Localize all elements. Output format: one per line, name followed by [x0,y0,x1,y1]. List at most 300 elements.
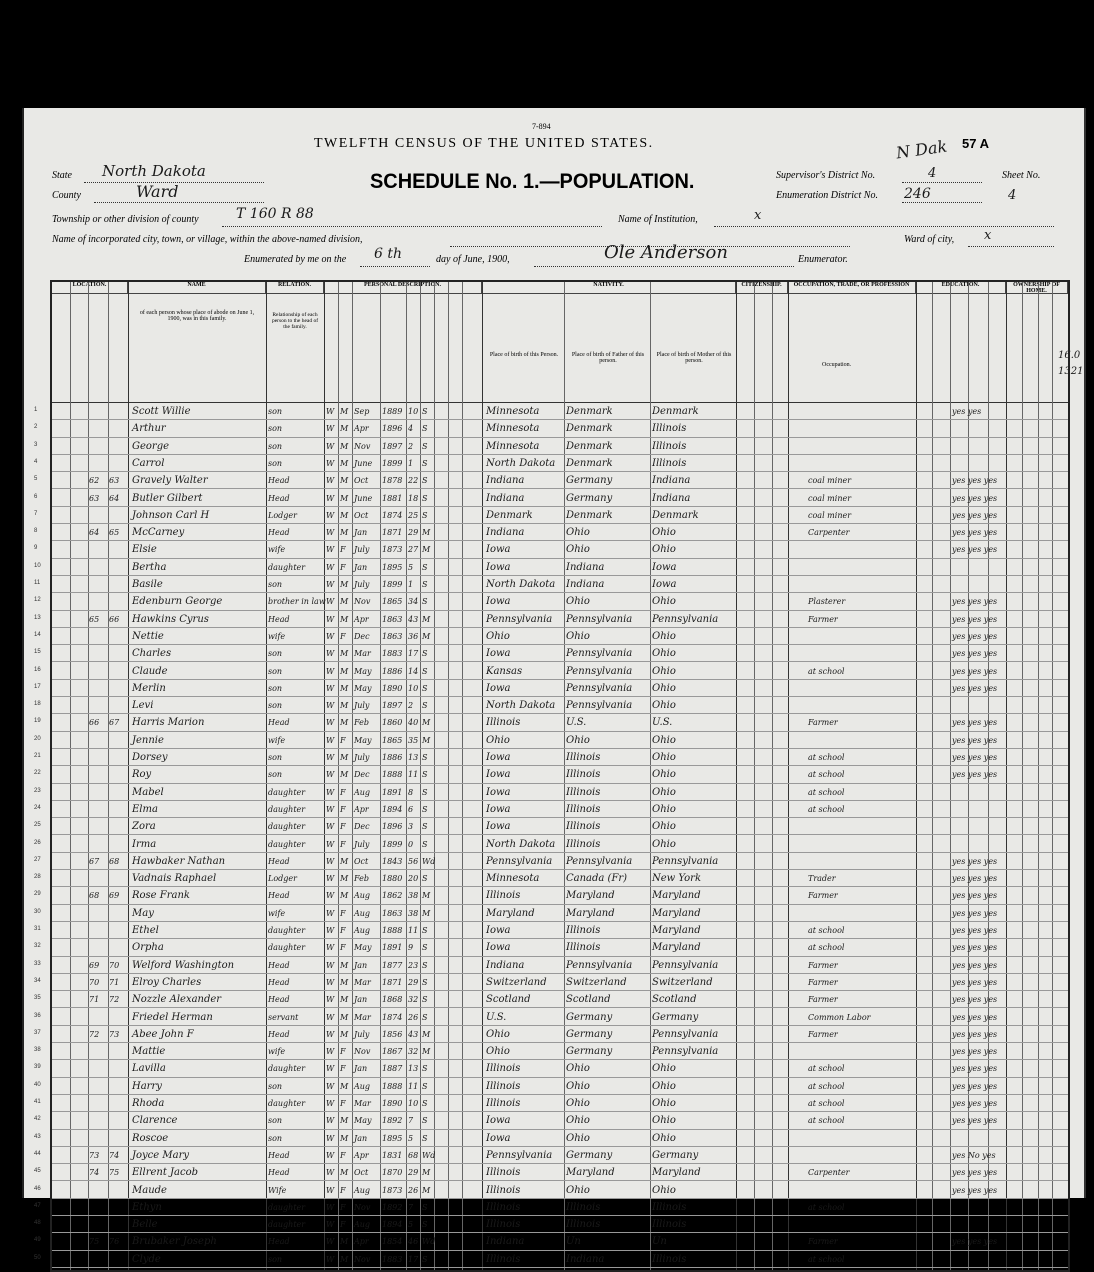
dwelling-number: 64 [89,528,100,538]
relation: daughter [268,1099,306,1108]
father-birthplace: Illinois [566,821,601,833]
age: 26 [408,1185,419,1195]
birth-year: 1892 [382,1116,403,1126]
relation: Head [268,891,290,901]
row-number: 24 [34,804,41,811]
age: 1 [408,580,414,589]
occupation: Plasterer [808,597,846,607]
father-column-text: Place of birth of Father of this person. [571,352,645,364]
marital-status: M [422,545,431,555]
table-row [34,611,1068,628]
table-row [34,749,1068,766]
birthplace: Minnesota [486,873,540,885]
mother-birthplace: Ohio [652,786,676,798]
birth-month: Nov [354,441,371,451]
birth-month: Aug [354,1081,371,1091]
birth-month: Jan [354,562,368,572]
age: 5 [408,1220,414,1230]
row-number: 22 [34,770,41,777]
birth-year: 1890 [382,683,403,693]
age: 8 [408,787,414,797]
color: W [326,787,335,797]
mother-birthplace: Ohio [652,630,676,642]
birthplace: Maryland [486,907,535,919]
father-birthplace: Denmark [566,406,613,417]
birth-year: 1891 [382,787,403,797]
row-number: 49 [34,1237,41,1244]
table-row [34,1009,1068,1026]
birth-month: June [354,458,373,468]
person-name: Carrol [132,457,165,469]
row-number: 13 [34,614,41,621]
education: yes yes yes [952,597,998,607]
table-row [34,420,1068,437]
occupation: Farmer [808,960,838,970]
birth-month: Nov [354,1047,371,1057]
color: W [326,441,335,451]
row-number: 7 [34,510,38,517]
mother-birthplace: Illinois [652,423,687,435]
birth-month: Mar [354,1099,371,1108]
table-row [34,853,1068,870]
person-name: Elma [132,803,158,815]
dwelling-number: 74 [89,1168,100,1178]
group-location: LOCATION. [52,282,128,294]
birth-month: May [354,1116,372,1126]
table-row [34,541,1068,558]
birth-month: Jan [354,960,368,970]
birth-year: 1890 [382,1099,403,1108]
table-row [34,1147,1068,1164]
person-name: Zora [132,821,156,833]
birthplace: Iowa [486,821,511,833]
age: 43 [408,1029,419,1039]
color: W [326,770,335,780]
father-birthplace: Illinois [566,803,601,815]
color: W [326,476,335,486]
birth-year: 1873 [382,545,403,555]
family-number: 76 [109,1237,120,1247]
sex: F [340,804,346,814]
row-number: 2 [34,424,38,431]
education: yes yes yes [952,631,998,641]
marital-status: S [422,649,428,659]
birth-year: 1896 [382,822,403,832]
table-row [34,645,1068,662]
relation: wife [268,735,286,745]
marital-status: S [422,753,428,762]
birthplace: Minnesota [486,440,540,452]
color: W [326,614,335,624]
birthplace: Iowa [486,925,511,936]
birthplace: Indiana [486,1236,525,1248]
education: yes yes yes [952,770,998,780]
family-number: 66 [109,614,120,624]
occupation: Farmer [808,995,838,1005]
census-sheet [22,108,1086,1265]
family-number: 65 [109,528,120,538]
table-row [34,403,1068,420]
table-row [34,438,1068,455]
person-name: Claude [132,665,168,677]
person-name: Clyde [132,1253,161,1265]
marital-status: S [422,666,428,676]
marital-status: S [422,770,428,780]
father-birthplace: Illinois [566,752,601,763]
age: 32 [408,995,419,1005]
age: 29 [408,977,419,987]
person-name: McCarney [132,527,185,539]
birth-year: 1878 [382,476,403,486]
mother-birthplace: Pennsylvania [652,1028,719,1040]
education: yes yes yes [952,753,998,762]
marital-status: S [422,874,428,884]
county-label: County [52,190,81,201]
row-number: 43 [34,1133,41,1140]
color: W [326,666,335,676]
occupation: Farmer [808,718,838,728]
birth-month: Oct [354,1168,369,1178]
education: yes yes yes [952,683,998,693]
person-name: Nozzle Alexander [132,994,222,1006]
father-birthplace: Illinois [566,1219,601,1231]
marital-status: M [422,631,431,641]
birth-month: Dec [354,770,370,780]
person-name: Levi [132,700,154,712]
marital-status: S [422,1220,428,1230]
relation: wife [268,908,286,918]
birth-year: 1888 [382,770,403,780]
education: yes yes [952,407,982,416]
birth-month: May [354,735,372,745]
person-name: Merlin [132,682,166,694]
color: W [326,926,335,935]
person-name: Brubaker Joseph [132,1236,217,1248]
color: W [326,960,335,970]
color: W [326,874,335,884]
occupation: at school [808,1081,845,1091]
table-row [34,1078,1068,1095]
county-value: Ward [136,182,179,201]
table-row [34,887,1068,904]
sex: M [340,1237,349,1247]
family-number: 69 [109,891,120,901]
education: yes yes yes [952,666,998,676]
occupation: at school [808,926,845,935]
enumeration-label: Enumeration District No. [776,190,878,201]
birthplace: Illinois [486,1098,521,1109]
table-row [34,1112,1068,1129]
relation: son [268,407,283,416]
sex: F [340,943,346,953]
birth-month: Oct [354,510,369,520]
enumerated-mid: day of June, 1900, [436,254,510,265]
person-name: Gravely Walter [132,475,208,487]
color: W [326,1220,335,1230]
mother-birthplace: Indiana [652,475,691,487]
birth-year: 1880 [382,874,403,884]
father-birthplace: Maryland [566,907,615,919]
education: yes yes yes [952,1012,998,1022]
birth-month: Oct [354,856,369,866]
relation: son [268,649,283,659]
education: yes yes yes [952,1185,998,1195]
mother-birthplace: Denmark [652,406,699,417]
age: 13 [408,1064,419,1074]
birthplace: Iowa [486,561,511,573]
birth-month: July [354,545,370,555]
age: 38 [408,908,419,918]
birthplace: Illinois [486,1219,521,1231]
birthplace: North Dakota [486,700,556,712]
age: 22 [408,476,419,486]
mother-birthplace: Ohio [652,752,676,763]
mother-birthplace: Illinois [652,1253,687,1265]
row-number: 37 [34,1029,41,1036]
birthplace: Iowa [486,942,511,954]
father-birthplace: Indiana [566,1253,605,1265]
color: W [326,1081,335,1091]
sex: F [340,822,346,832]
birth-year: 1899 [382,458,403,468]
sheet-value: 4 [1008,188,1017,203]
dwelling-number: 72 [89,1029,100,1039]
dwelling-number: 73 [89,1150,100,1160]
color: W [326,1012,335,1022]
relation: Head [268,1168,290,1178]
marital-status: M [422,528,431,538]
father-birthplace: Pennsylvania [566,855,633,867]
birth-year: 1888 [382,926,403,935]
marital-status: S [422,839,428,849]
birthplace: Iowa [486,1132,511,1144]
relation: Wife [268,1185,287,1195]
father-birthplace: Un [566,1236,581,1248]
relation: Head [268,977,290,987]
row-number: 42 [34,1116,41,1123]
occupation: at school [808,943,845,953]
relation: brother in law [268,597,326,607]
sex: M [340,1254,349,1264]
birth-month: Aug [354,908,371,918]
father-birthplace: Pennsylvania [566,648,633,660]
birthplace: Ohio [486,734,510,746]
sex: F [340,562,346,572]
birth-month: Nov [354,1254,371,1264]
relation: Head [268,614,290,624]
marital-status: S [422,441,428,451]
person-name: Roy [132,769,152,781]
birth-month: May [354,666,372,676]
person-name: Bertha [132,561,167,573]
color: W [326,458,335,468]
age: 43 [408,614,419,624]
relation: son [268,441,283,451]
row-number: 5 [34,476,38,483]
person-name: Hawkins Cyrus [132,613,209,625]
birth-year: 1865 [382,597,403,607]
birth-year: 1862 [382,891,403,901]
birthplace: Ohio [486,1028,510,1040]
birth-year: 1897 [382,441,403,451]
birthplace: Indiana [486,527,525,539]
relation: daughter [268,804,306,814]
color: W [326,839,335,849]
father-birthplace: Ohio [566,1080,590,1092]
education: yes yes yes [952,995,998,1005]
father-birthplace: Germany [566,475,613,487]
birthplace: Illinois [486,1253,521,1265]
table-row [34,732,1068,749]
marital-status: S [422,943,428,953]
father-birthplace: Illinois [566,925,601,936]
color: W [326,1116,335,1126]
occupation: Carpenter [808,528,850,538]
marital-status: S [422,701,428,711]
person-name: Abee John F [132,1028,194,1040]
age: 10 [408,683,419,693]
person-name: Nettie [132,630,164,642]
dwelling-number: 65 [89,614,100,624]
relation: son [268,683,283,693]
birth-year: 1899 [382,839,403,849]
mother-birthplace: Germany [652,1011,699,1023]
person-name: Ethyn [132,1201,162,1213]
color: W [326,1099,335,1108]
occupation: Trader [808,874,836,884]
mother-birthplace: Ohio [652,544,676,556]
table-row [34,801,1068,818]
education: yes yes yes [952,718,998,728]
sex: M [340,1168,349,1178]
mother-birthplace: Iowa [652,561,677,573]
sex: M [340,510,349,520]
marital-status: S [422,1012,428,1022]
mother-birthplace: Indiana [652,492,691,504]
father-birthplace: Canada (Fr) [566,873,628,885]
color: W [326,822,335,832]
education: yes yes yes [952,1099,998,1108]
dwelling-number: 63 [89,493,100,503]
father-birthplace: Ohio [566,734,590,746]
row-number: 25 [34,822,41,829]
birth-month: May [354,683,372,693]
birth-month: Apr [354,614,369,624]
state-value: North Dakota [102,162,206,180]
enumerated-prefix: Enumerated by me on the [244,254,347,265]
mother-birthplace: Ohio [652,1098,676,1109]
relation: wife [268,1047,286,1057]
person-name: Dorsey [132,752,168,763]
birthplace: Denmark [486,509,533,521]
birth-year: 1892 [382,1202,403,1212]
occupation: coal miner [808,493,852,503]
marital-status: Wd [422,1237,436,1247]
birth-month: Jan [354,995,368,1005]
sex: F [340,926,346,935]
row-number: 48 [34,1220,41,1227]
family-number: 68 [109,856,120,866]
mother-birthplace: Ohio [652,527,676,539]
birthplace: Indiana [486,492,525,504]
person-name: Roscoe [132,1132,169,1144]
relation: Head [268,1150,290,1160]
age: 11 [408,926,419,935]
birthplace: North Dakota [486,457,556,469]
father-birthplace: Scotland [566,994,611,1006]
birth-year: 1888 [382,1081,403,1091]
person-name: George [132,440,170,452]
age: 46 [408,1237,419,1247]
occupation: at school [808,804,845,814]
father-birthplace: Illinois [566,769,601,781]
father-birthplace: Maryland [566,1167,615,1179]
marital-status: M [422,735,431,745]
age: 10 [408,407,419,416]
mother-birthplace: Scotland [652,994,697,1006]
birth-year: 1886 [382,753,403,762]
occupation: Farmer [808,977,838,987]
education: yes yes yes [952,510,998,520]
marital-status: S [422,804,428,814]
age: 38 [408,891,419,901]
sex: M [340,458,349,468]
father-birthplace: Ohio [566,1063,590,1075]
age: 20 [408,874,419,884]
row-number: 46 [34,1185,41,1192]
row-number: 4 [34,458,38,465]
mother-birthplace: Ohio [652,1063,676,1075]
age: 40 [408,718,419,728]
birthplace: North Dakota [486,579,556,590]
table-row [34,680,1068,697]
relation: Head [268,476,290,486]
birth-year: 1881 [382,493,403,503]
mother-birthplace: Ohio [652,700,676,712]
person-name: Ellrent Jacob [132,1167,199,1179]
color: W [326,545,335,555]
age: 4 [408,424,414,434]
birthplace: Illinois [486,1184,521,1196]
row-number: 28 [34,874,41,881]
birth-year: 1870 [382,1168,403,1178]
birthplace: Indiana [486,475,525,487]
father-birthplace: Pennsylvania [566,959,633,971]
person-name: Basile [132,579,163,590]
relation: servant [268,1012,299,1022]
birth-year: 1856 [382,1029,403,1039]
row-number: 39 [34,1064,41,1071]
row-number: 27 [34,856,41,863]
row-number: 35 [34,995,41,1002]
father-birthplace: Pennsylvania [566,700,633,712]
sex: M [340,493,349,503]
person-name: Rhoda [132,1098,165,1109]
birth-month: Aug [354,891,371,901]
row-number: 1 [34,407,38,413]
birth-month: Mar [354,977,371,987]
dwelling-number: 67 [89,856,100,866]
mother-birthplace: Ohio [652,1115,676,1127]
birth-month: Oct [354,476,369,486]
table-row [34,1216,1068,1233]
father-birthplace: Ohio [566,630,590,642]
marital-status: S [422,1254,428,1264]
census-title: TWELFTH CENSUS OF THE UNITED STATES. [314,136,654,151]
birth-year: 1831 [382,1150,403,1160]
age: 0 [408,839,414,849]
table-row [34,1182,1068,1199]
